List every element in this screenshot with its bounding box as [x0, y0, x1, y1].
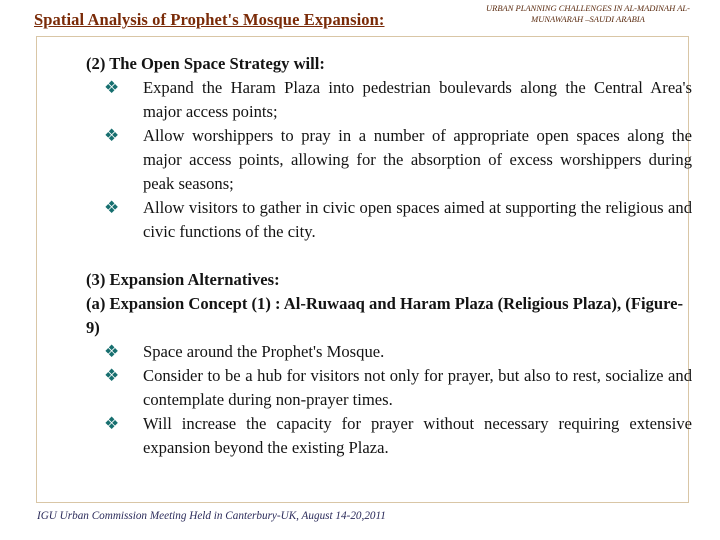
diamond-bullet-icon: ❖	[104, 414, 120, 433]
section1-bullets	[86, 76, 692, 244]
footer-text: IGU Urban Commission Meeting Held in Canterbury-UK, August 14-20,2011	[37, 510, 386, 522]
bullet-text: Expand the Haram Plaza into pedestrian boulevards along the Central Area's major access points;	[143, 78, 692, 121]
section2-subheading: (a) Expansion Concept (1) : Al-Ruwaaq and Haram Plaza (Religious Plaza), (Figure-9)	[86, 294, 684, 337]
bullet-text: Space around the Prophet's Mosque.	[143, 342, 385, 361]
bullet-item	[86, 76, 692, 124]
bullet-item	[86, 340, 692, 364]
bullet-text: Will increase the capacity for prayer without necessary requiring extensive expansion beyond the existing Plaza.	[143, 414, 692, 457]
bullet-item	[86, 364, 692, 412]
bullet-item	[86, 196, 692, 244]
header-subtitle-line2: MUNAWARAH –SAUDI ARABIA	[531, 14, 645, 24]
section-gap	[86, 244, 692, 268]
section1-heading: (2) The Open Space Strategy will:	[86, 54, 325, 73]
header-subtitle-line1: URBAN PLANNING CHALLENGES IN AL-MADINAH AL-	[486, 3, 690, 13]
bullet-item	[86, 124, 692, 196]
diamond-bullet-icon: ❖	[104, 342, 120, 361]
bullet-text: Consider to be a hub for visitors not only for prayer, but also to rest, socialize and contemplate during non-prayer times.	[143, 366, 692, 409]
header-subtitle	[468, 3, 708, 25]
diamond-bullet-icon: ❖	[104, 366, 120, 385]
section2-heading: (3) Expansion Alternatives:	[86, 270, 280, 289]
section2-bullets	[86, 340, 692, 460]
bullet-text: Allow visitors to gather in civic open spaces aimed at supporting the religious and civic functions of the city.	[143, 198, 692, 241]
bullet-item	[86, 412, 692, 460]
slide-content	[86, 52, 692, 460]
diamond-bullet-icon: ❖	[104, 78, 120, 97]
slide-title: Spatial Analysis of Prophet's Mosque Expansion:	[34, 10, 385, 29]
diamond-bullet-icon: ❖	[104, 198, 120, 217]
bullet-text: Allow worshippers to pray in a number of appropriate open spaces along the major access points, allowing for the absorption of excess worshippers during peak seasons;	[143, 126, 692, 193]
diamond-bullet-icon: ❖	[104, 126, 120, 145]
